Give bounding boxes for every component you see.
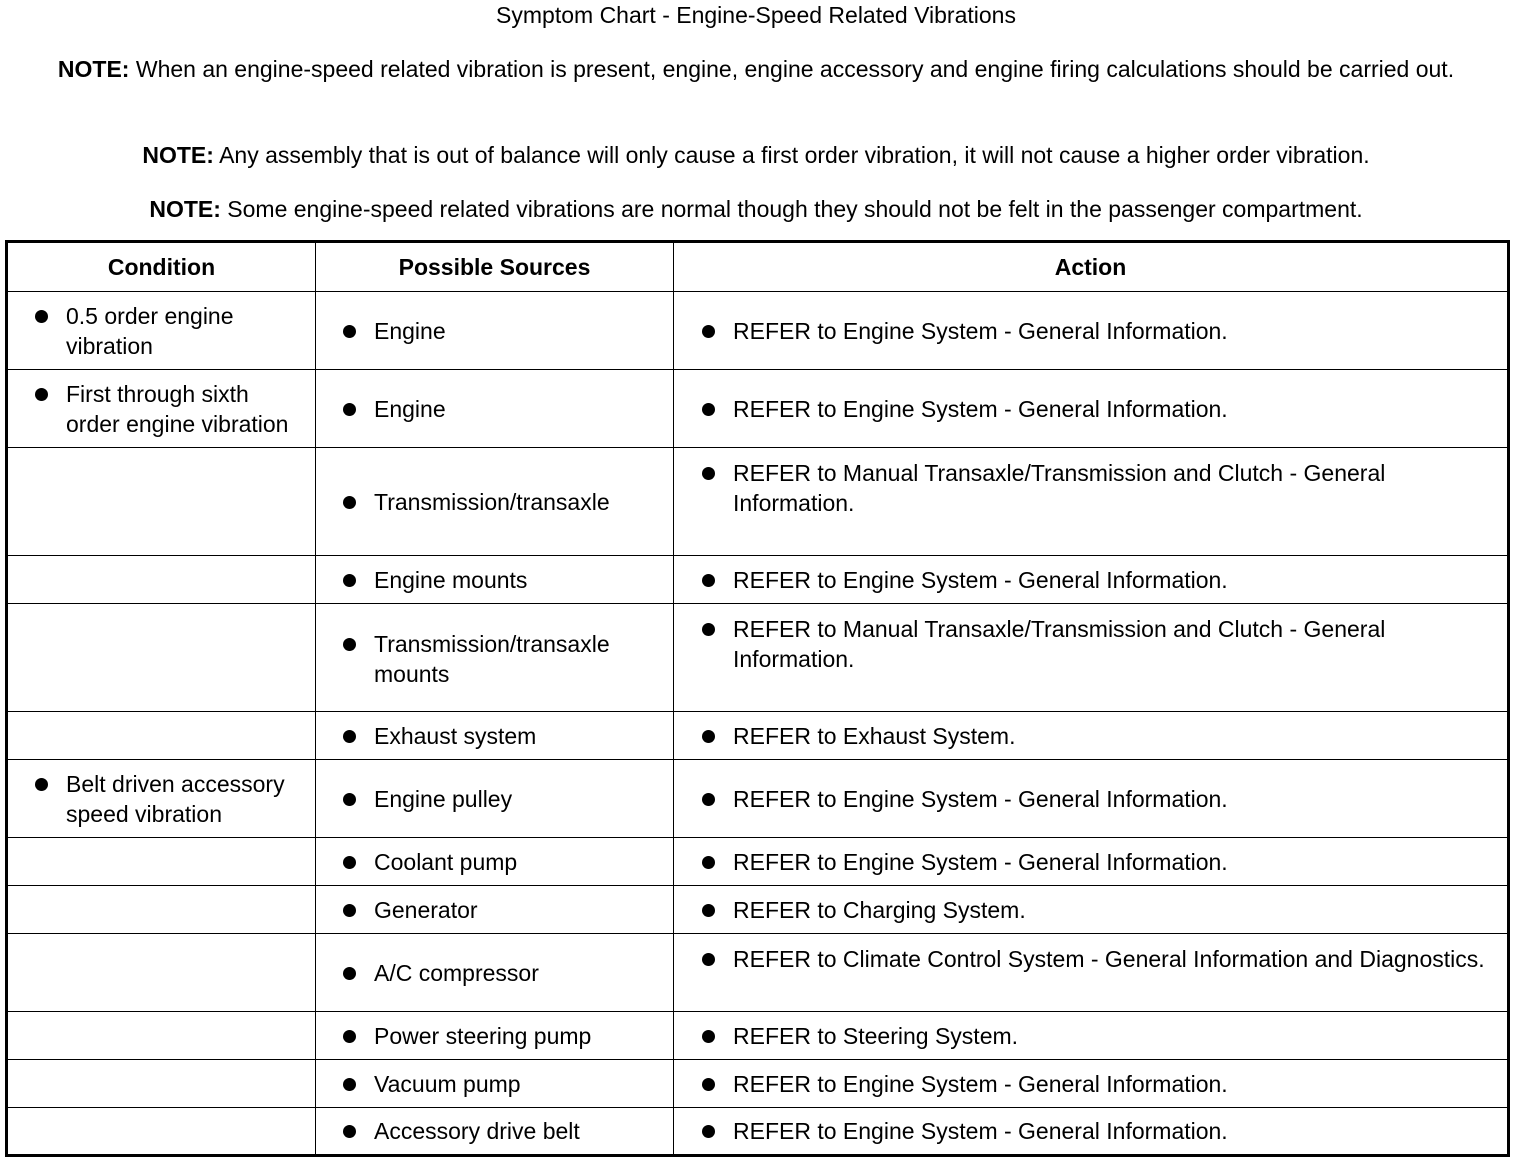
action-text: REFER to Steering System.: [674, 1021, 1507, 1051]
source-text: Engine pulley: [316, 784, 673, 814]
table-row: [7, 604, 1509, 712]
source-cell: [316, 712, 674, 760]
source-cell: [316, 448, 674, 556]
condition-text: First through sixth order engine vibration: [8, 379, 315, 439]
condition-cell: [7, 1060, 316, 1108]
action-cell: [674, 838, 1509, 886]
note-text: Any assembly that is out of balance will only cause a first order vibration, it will not cause a higher order vibration.: [219, 142, 1370, 168]
condition-cell: [7, 886, 316, 934]
action-text: REFER to Manual Transaxle/Transmission and Clutch - General Information.: [674, 614, 1507, 674]
action-text: REFER to Exhaust System.: [674, 721, 1507, 751]
source-text: Engine: [316, 316, 673, 346]
action-cell: [674, 760, 1509, 838]
table-row: [7, 448, 1509, 556]
condition-cell: [7, 370, 316, 448]
table-row: [7, 292, 1509, 370]
source-cell: [316, 886, 674, 934]
condition-cell: [7, 292, 316, 370]
table-row: [7, 838, 1509, 886]
action-text: REFER to Engine System - General Information.: [674, 565, 1507, 595]
source-text: Vacuum pump: [316, 1069, 673, 1099]
action-text: REFER to Manual Transaxle/Transmission and Clutch - General Information.: [674, 458, 1507, 518]
action-cell: [674, 556, 1509, 604]
column-header-possible-sources: Possible Sources: [316, 242, 674, 292]
action-cell: [674, 604, 1509, 712]
note-label: NOTE:: [149, 196, 221, 222]
action-cell: [674, 292, 1509, 370]
source-text: Engine: [316, 394, 673, 424]
note-text: When an engine-speed related vibration is present, engine, engine accessory and engine firing calculations should be carried out.: [135, 56, 1455, 82]
table-row: [7, 556, 1509, 604]
source-text: Transmission/transaxle: [316, 487, 673, 517]
table-row: [7, 1108, 1509, 1156]
action-text: REFER to Engine System - General Information.: [674, 394, 1507, 424]
condition-cell: [7, 448, 316, 556]
action-cell: [674, 370, 1509, 448]
source-cell: [316, 760, 674, 838]
note-label: NOTE:: [142, 142, 214, 168]
source-cell: [316, 1108, 674, 1156]
symptom-chart-table: [5, 240, 1510, 1157]
action-cell: [674, 1012, 1509, 1060]
source-cell: [316, 370, 674, 448]
note-1: [16, 54, 1496, 84]
column-header-condition: Condition: [7, 242, 316, 292]
table-row: [7, 934, 1509, 1012]
source-text: Coolant pump: [316, 847, 673, 877]
condition-text: Belt driven accessory speed vibration: [8, 769, 315, 829]
condition-cell: [7, 604, 316, 712]
action-text: REFER to Engine System - General Information.: [674, 847, 1507, 877]
table-row: [7, 1060, 1509, 1108]
table-header-row: [7, 242, 1509, 292]
source-cell: [316, 1012, 674, 1060]
source-text: Generator: [316, 895, 673, 925]
action-text: REFER to Charging System.: [674, 895, 1507, 925]
action-cell: [674, 712, 1509, 760]
source-cell: [316, 604, 674, 712]
action-text: REFER to Engine System - General Information.: [674, 316, 1507, 346]
condition-cell: [7, 838, 316, 886]
condition-text: 0.5 order engine vibration: [8, 301, 315, 361]
action-text: REFER to Engine System - General Information.: [674, 784, 1507, 814]
action-cell: [674, 886, 1509, 934]
note-2: [16, 140, 1496, 170]
action-text: REFER to Climate Control System - General Information and Diagnostics.: [674, 944, 1507, 974]
source-cell: [316, 838, 674, 886]
note-text: Some engine-speed related vibrations are normal though they should not be felt in the passenger compartment.: [227, 196, 1363, 222]
source-cell: [316, 934, 674, 1012]
source-cell: [316, 292, 674, 370]
condition-cell: [7, 556, 316, 604]
table-row: [7, 760, 1509, 838]
action-text: REFER to Engine System - General Information.: [674, 1069, 1507, 1099]
source-text: Accessory drive belt: [316, 1116, 673, 1146]
table-row: [7, 1012, 1509, 1060]
action-cell: [674, 1108, 1509, 1156]
source-text: Transmission/transaxle mounts: [316, 629, 673, 689]
source-cell: [316, 1060, 674, 1108]
action-cell: [674, 448, 1509, 556]
column-header-action: Action: [674, 242, 1509, 292]
note-3: [16, 194, 1496, 224]
condition-cell: [7, 1108, 316, 1156]
source-text: Engine mounts: [316, 565, 673, 595]
condition-cell: [7, 712, 316, 760]
source-text: A/C compressor: [316, 958, 673, 988]
source-text: Power steering pump: [316, 1021, 673, 1051]
condition-cell: [7, 760, 316, 838]
page-title: Symptom Chart - Engine-Speed Related Vibrations: [496, 2, 1016, 28]
condition-cell: [7, 934, 316, 1012]
action-cell: [674, 1060, 1509, 1108]
source-text: Exhaust system: [316, 721, 673, 751]
note-label: NOTE:: [57, 56, 130, 82]
action-cell: [674, 934, 1509, 1012]
condition-cell: [7, 1012, 316, 1060]
table-row: [7, 712, 1509, 760]
table-row: [7, 886, 1509, 934]
source-cell: [316, 556, 674, 604]
action-text: REFER to Engine System - General Information.: [674, 1116, 1507, 1146]
table-row: [7, 370, 1509, 448]
